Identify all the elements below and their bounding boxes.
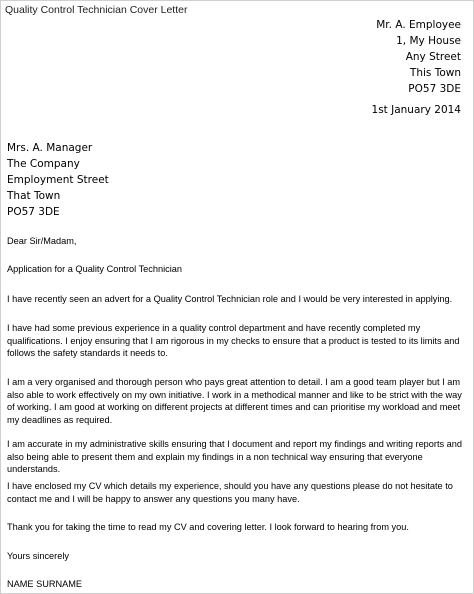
paragraph-personal-qualities: I am a very organised and thorough person who pays great attention to detail. I am a good team player but I am also able to work effectively on my own initiative. I work in a methodical manner and like to be strict with the way of working. I am good at working on different projects at different times and can prioritise my workload and meet my deadlines as required. xyxy=(7,377,462,425)
paragraph-experience: I have had some previous experience in a quality control department and have recently completed my qualifications. I enjoy ensuring that I am rigorous in my checks to ensure that a product is tested to its limits and follows the safety standards it needs to. xyxy=(7,323,460,358)
sender-street: Any Street xyxy=(405,51,461,63)
recipient-town: That Town xyxy=(7,190,61,202)
salutation: Dear Sir/Madam, xyxy=(7,236,77,246)
sender-town: This Town xyxy=(409,67,461,79)
recipient-name: Mrs. A. Manager xyxy=(7,142,93,154)
paragraph-enclosure: I have enclosed my CV which details my experience, should you have any questions please do not hesitate to contact me and I will be happy to answer any questions you many have. xyxy=(7,481,453,504)
recipient-address xyxy=(7,140,109,220)
sender-name: Mr. A. Employee xyxy=(376,19,461,31)
sender-postcode: PO57 3DE xyxy=(408,83,461,95)
closing: Yours sincerely xyxy=(7,551,69,561)
paragraph-intro: I have recently seen an advert for a Quality Control Technician role and I would be very interested in applying. xyxy=(7,294,453,304)
sender-address xyxy=(376,17,461,97)
sender-house: 1, My House xyxy=(396,35,461,47)
paragraph-thanks: Thank you for taking the time to read my CV and covering letter. I look forward to hearing from you. xyxy=(7,522,409,532)
signature-name: NAME SURNAME xyxy=(7,579,83,589)
letter-date: 1st January 2014 xyxy=(371,104,461,116)
subject-line: Application for a Quality Control Technician xyxy=(7,264,182,274)
recipient-street: Employment Street xyxy=(7,174,109,186)
recipient-company: The Company xyxy=(7,158,80,170)
document-title: Quality Control Technician Cover Letter xyxy=(5,4,188,16)
paragraph-skills: I am accurate in my administrative skills ensuring that I document and report my findings and writing reports and also being able to present them and explain my findings in a non technical way ensuring that everyone understands. xyxy=(7,439,462,474)
recipient-postcode: PO57 3DE xyxy=(7,206,60,218)
